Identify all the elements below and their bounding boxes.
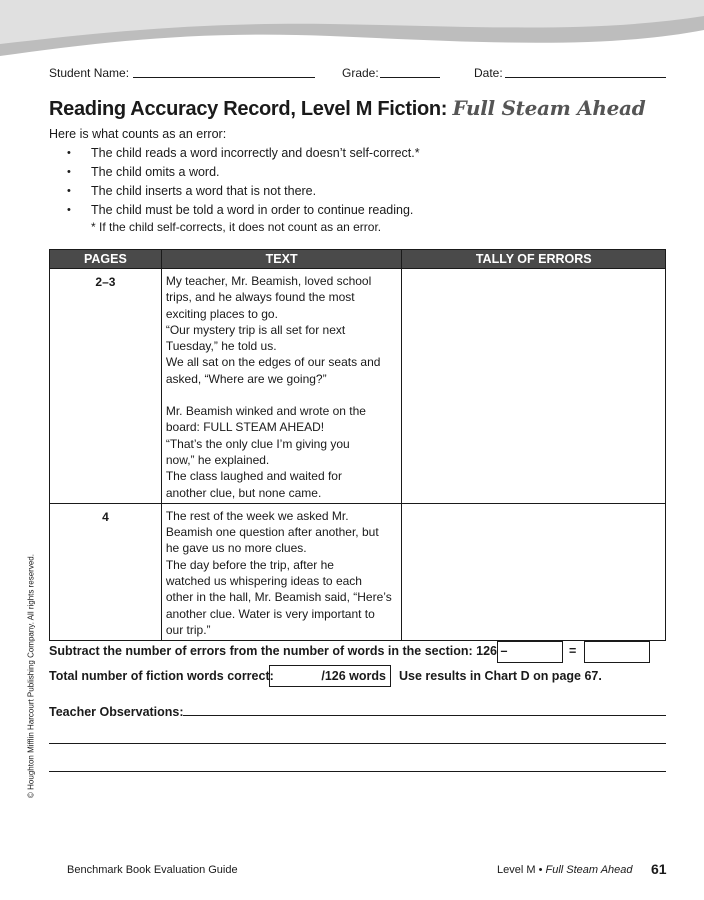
footer-guide-title: Benchmark Book Evaluation Guide xyxy=(67,864,238,876)
page-title xyxy=(49,96,645,121)
student-name-line[interactable] xyxy=(133,77,315,78)
observation-line[interactable] xyxy=(49,771,666,772)
observation-line[interactable] xyxy=(49,743,666,744)
date-label: Date: xyxy=(474,66,503,80)
subtract-errors-label: Subtract the number of errors from the number of words in the section: 126 – xyxy=(49,644,508,658)
rule-item: • The child inserts a word that is not there. xyxy=(67,184,317,198)
bullet-icon: • xyxy=(67,185,71,197)
reading-record-table xyxy=(49,249,666,641)
grade-label: Grade: xyxy=(342,66,379,80)
table-row xyxy=(50,503,666,640)
total-words-box[interactable]: /126 words xyxy=(269,665,391,687)
header-wave-banner xyxy=(0,0,704,62)
rule-item: • The child must be told a word in order to continue reading. xyxy=(67,203,414,217)
table-row xyxy=(50,269,666,504)
header-text: TEXT xyxy=(161,250,402,269)
tally-cell[interactable] xyxy=(402,269,666,504)
use-results-note: Use results in Chart D on page 67. xyxy=(399,669,602,683)
bullet-icon: • xyxy=(67,147,71,159)
total-words-label: Total number of fiction words correct: xyxy=(49,669,274,683)
self-correct-footnote: * If the child self-corrects, it does not count as an error. xyxy=(91,220,382,234)
row-pages: 2–3 xyxy=(50,269,162,504)
page-number: 61 xyxy=(651,861,667,877)
row-pages: 4 xyxy=(50,503,162,640)
copyright-notice: © Houghton Mifflin Harcourt Publishing Company. All rights reserved. xyxy=(26,554,36,798)
header-pages: PAGES xyxy=(50,250,162,269)
error-rules-list xyxy=(49,146,569,222)
bullet-icon: • xyxy=(67,166,71,178)
bullet-icon: • xyxy=(67,204,71,216)
student-name-label: Student Name: xyxy=(49,66,130,80)
rule-item: • The child omits a word. xyxy=(67,165,220,179)
title-book-name: Full Steam Ahead xyxy=(452,96,646,120)
header-tally: TALLY OF ERRORS xyxy=(402,250,666,269)
observation-line[interactable] xyxy=(183,715,666,716)
teacher-observations-label: Teacher Observations: xyxy=(49,705,184,719)
errors-input-box[interactable] xyxy=(497,641,563,663)
tally-cell[interactable] xyxy=(402,503,666,640)
date-line[interactable] xyxy=(505,77,666,78)
equals-sign: = xyxy=(569,644,577,658)
row-text: The rest of the week we asked Mr. Beamish one question after another, but he gave us no more clues. The day before the trip, after he watched us whispering ideas to each other in the hall, Mr. Beamish said, “Here’s another clue. Water is very important to our trip.” xyxy=(161,503,402,640)
student-info-row xyxy=(49,66,666,82)
rule-item: • The child reads a word incorrectly and doesn’t self-correct.* xyxy=(67,146,420,160)
grade-line[interactable] xyxy=(380,77,440,78)
error-intro: Here is what counts as an error: xyxy=(49,127,227,141)
footer-level: Level M • Full Steam Ahead xyxy=(497,864,633,876)
row-text: My teacher, Mr. Beamish, loved school trips, and he always found the most exciting places to go. “Our mystery trip is all set for next Tuesday,” he told us. We all sat on the edges of our seats and asked, “Where are we going?” Mr. Beamish winked and wrote on the board: FULL STEAM AHEAD! “That’s the only clue I’m giving you now,” he explained. The class laughed and waited for another clue, but none came. xyxy=(161,269,402,504)
title-main: Reading Accuracy Record, Level M Fiction: xyxy=(49,98,453,120)
result-input-box[interactable] xyxy=(584,641,650,663)
